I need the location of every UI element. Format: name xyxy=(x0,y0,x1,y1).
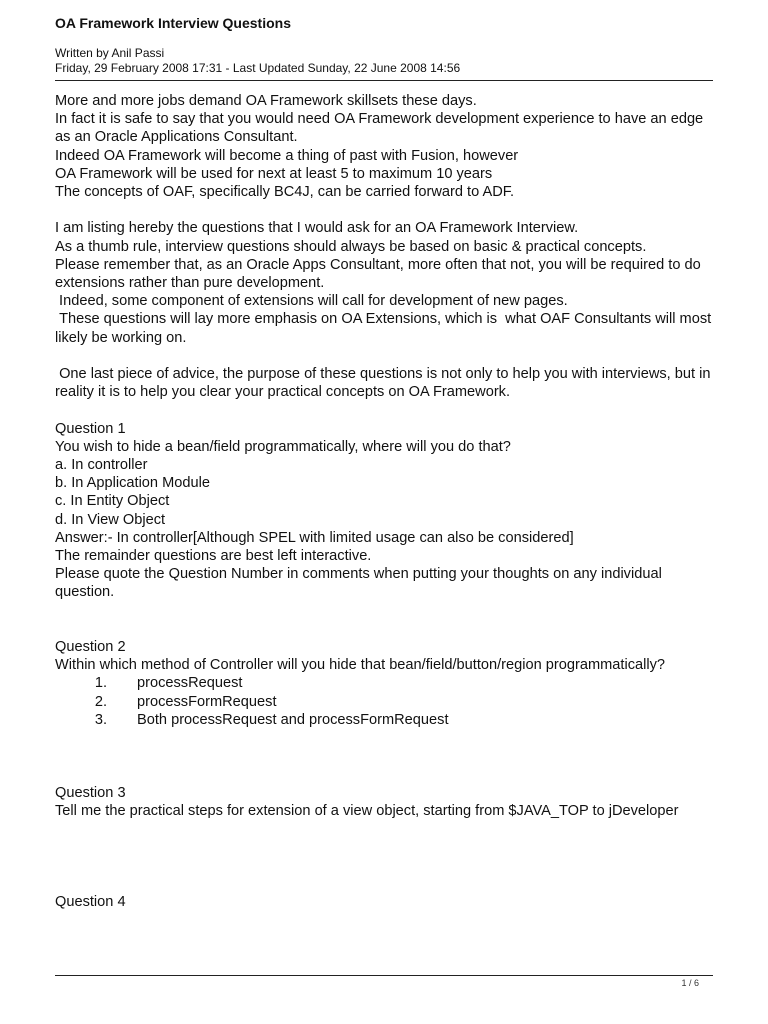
spacer xyxy=(55,820,715,893)
listing-line: Indeed, some component of extensions will call for development of new pages. xyxy=(55,293,568,310)
question-3-text: Tell me the practical steps for extension of a view object, starting from $JAVA_TOP to jDeveloper xyxy=(55,802,679,819)
article-meta xyxy=(55,46,460,76)
article-body xyxy=(55,92,715,911)
document-title: OA Framework Interview Questions xyxy=(55,15,291,31)
list-label: processFormRequest xyxy=(137,693,277,710)
spacer xyxy=(55,401,715,419)
intro-line: OA Framework will be used for next at least 5 to maximum 10 years xyxy=(55,165,493,182)
list-number: 1. xyxy=(94,675,107,692)
listing-line: These questions will lay more emphasis on OA Extensions, which is what OAF Consultants will most likely be working on. xyxy=(55,311,716,346)
intro-line: Indeed OA Framework will become a thing of past with Fusion, however xyxy=(55,147,519,164)
advice-paragraph: One last piece of advice, the purpose of these questions is not only to help you with interviews, but in reality it is to help you clear your practical concepts on OA Framework. xyxy=(55,366,715,401)
page-number: 1 / 6 xyxy=(681,978,699,988)
question-2-options xyxy=(55,674,715,729)
spacer xyxy=(55,602,715,638)
listing-line: As a thumb rule, interview questions should always be based on basic & practical concepts. xyxy=(55,238,647,255)
question-2-heading: Question 2 xyxy=(55,639,126,656)
document-page xyxy=(55,0,716,1024)
listing-line: Please remember that, as an Oracle Apps Consultant, more often that not, you will be required to do extensions rather than pure development. xyxy=(55,256,701,292)
list-item xyxy=(55,693,715,711)
spacer xyxy=(55,729,715,784)
question-1-option: b. In Application Module xyxy=(55,475,210,492)
question-1-heading: Question 1 xyxy=(55,420,126,437)
footer-divider xyxy=(55,975,713,976)
intro-line: In fact it is safe to say that you would need OA Framework development experience to have an edge as an Oracle Applications Consultant. xyxy=(55,111,704,146)
date-line: Friday, 29 February 2008 17:31 - Last Updated Sunday, 22 June 2008 14:56 xyxy=(55,61,461,75)
question-1-option: c. In Entity Object xyxy=(55,493,170,510)
intro-line: More and more jobs demand OA Framework skillsets these days. xyxy=(55,93,477,109)
intro-line: The concepts of OAF, specifically BC4J, can be carried forward to ADF. xyxy=(55,184,515,201)
author-line: Written by Anil Passi xyxy=(55,46,165,60)
list-label: Both processRequest and processFormRequest xyxy=(137,711,449,728)
spacer xyxy=(55,201,715,219)
question-3-heading: Question 3 xyxy=(55,784,126,801)
spacer xyxy=(55,347,715,365)
question-1-note: The remainder questions are best left interactive. xyxy=(55,548,372,565)
list-number: 2. xyxy=(94,693,107,710)
question-1-option: a. In controller xyxy=(55,457,148,474)
list-item xyxy=(55,674,715,692)
question-2-text: Within which method of Controller will you hide that bean/field/button/region programmatically? xyxy=(55,657,666,674)
question-4-heading: Question 4 xyxy=(55,893,126,910)
question-1-option: d. In View Object xyxy=(55,511,166,528)
header-divider xyxy=(55,80,713,81)
list-label: processRequest xyxy=(137,675,243,692)
list-number: 3. xyxy=(94,711,107,728)
question-1-text: You wish to hide a bean/field programmatically, where will you do that? xyxy=(55,438,511,455)
question-1-note: Please quote the Question Number in comments when putting your thoughts on any individual question. xyxy=(55,566,662,601)
listing-line: I am listing hereby the questions that I would ask for an OA Framework Interview. xyxy=(55,220,579,237)
question-1-answer: Answer:- In controller[Although SPEL with limited usage can also be considered] xyxy=(55,529,574,546)
list-item xyxy=(55,711,715,729)
